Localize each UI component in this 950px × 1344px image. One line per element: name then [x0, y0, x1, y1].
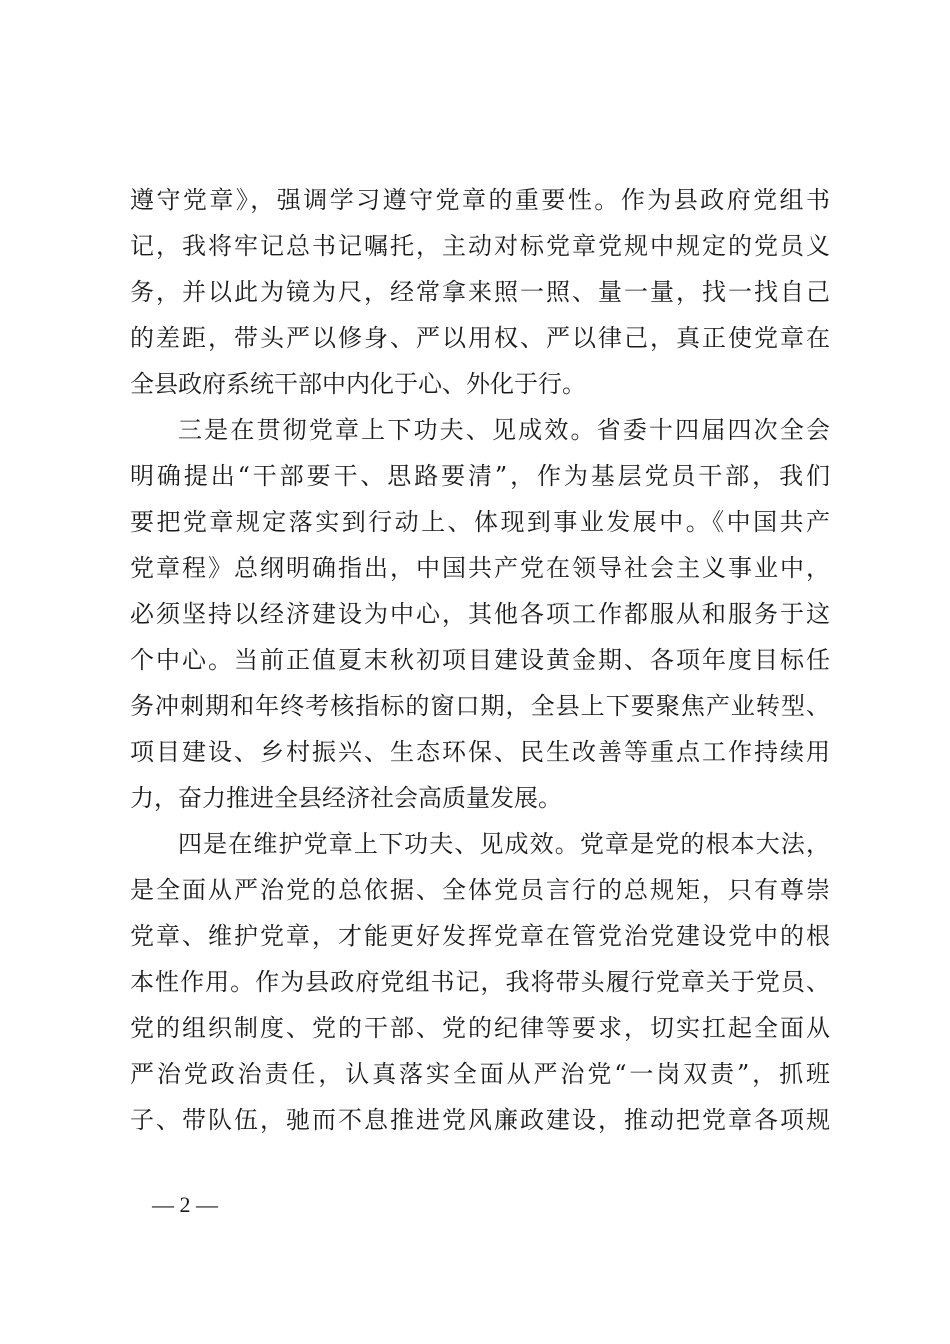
text-line: 务冲刺期和年终考核指标的窗口期，全县上下要聚焦产业转型、 — [130, 692, 830, 720]
document-body — [130, 177, 830, 1143]
paragraph-continuation — [130, 177, 830, 407]
text-line: 党章、维护党章，才能更好发挥党章在管党治党建设党中的根 — [130, 922, 830, 950]
page-number: — 2 — — [152, 1192, 218, 1217]
paragraph-fourth-point — [130, 821, 830, 1143]
text-line: 明确提出“干部要干、思路要清”，作为基层党员干部，我们 — [130, 462, 830, 490]
text-line: 务，并以此为镜为尺，经常拿来照一照、量一量，找一找自己 — [130, 278, 830, 306]
text-line: 全县政府系统干部中内化于心、外化于行。 — [130, 370, 586, 398]
text-line: 力，奋力推进全县经济社会高质量发展。 — [130, 784, 562, 812]
text-line: 记，我将牢记总书记嘱托，主动对标党章党规中规定的党员义 — [130, 232, 830, 260]
text-line: 个中心。当前正值夏末秋初项目建设黄金期、各项年度目标任 — [130, 646, 830, 674]
text-line: 三是在贯彻党章上下功夫、见成效。省委十四届四次全会 — [178, 416, 830, 444]
text-line: 严治党政治责任，认真落实全面从严治党“一岗双责”，抓班 — [130, 1060, 830, 1088]
text-line: 本性作用。作为县政府党组书记，我将带头履行党章关于党员、 — [130, 968, 830, 996]
text-line: 党的组织制度、党的干部、党的纪律等要求，切实扛起全面从 — [130, 1014, 830, 1042]
text-line: 子、带队伍，驰而不息推进党风廉政建设，推动把党章各项规 — [130, 1106, 830, 1134]
text-line: 要把党章规定落实到行动上、体现到事业发展中。《中国共产 — [130, 508, 830, 536]
text-line: 是全面从严治党的总依据、全体党员言行的总规矩，只有尊崇 — [130, 876, 830, 904]
text-line: 党章程》总纲明确指出，中国共产党在领导社会主义事业中， — [130, 554, 830, 582]
text-line: 必须坚持以经济建设为中心，其他各项工作都服从和服务于这 — [130, 600, 830, 628]
text-line: 四是在维护党章上下功夫、见成效。党章是党的根本大法， — [178, 830, 830, 858]
paragraph-third-point — [130, 407, 830, 821]
text-line: 项目建设、乡村振兴、生态环保、民生改善等重点工作持续用 — [130, 738, 830, 766]
text-line: 的差距，带头严以修身、严以用权、严以律己，真正使党章在 — [130, 324, 830, 352]
text-line: 遵守党章》，强调学习遵守党章的重要性。作为县政府党组书 — [130, 186, 830, 214]
